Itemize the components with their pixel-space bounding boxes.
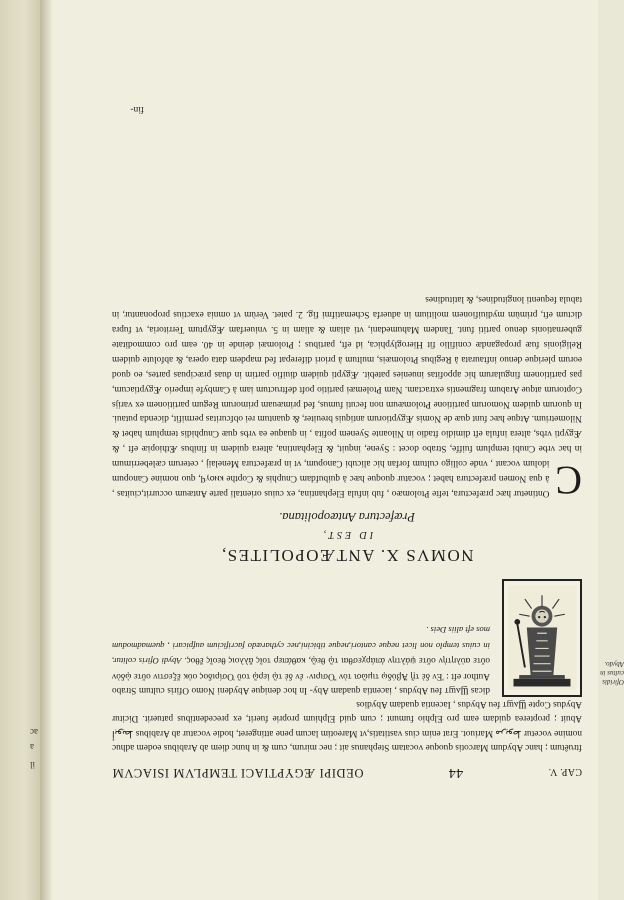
page-number: 44: [448, 765, 464, 780]
section-subtitle: Præfectura Antæopolitana.: [279, 510, 415, 524]
figure-row: [112, 575, 582, 697]
chapter-label: CAP. V.: [548, 766, 582, 777]
left-fragment-1: il: [30, 760, 36, 770]
figure-side-text: [112, 622, 490, 697]
paragraph-intro: ftruêtum ; hanc Abydum Marcotis quoque vocatam Stephanus ait ; nec mirum, cum & in hunc diem ab Arabibus eodem adhuc nomine vocetur مريوط Mariuot. Erat enim cius vastitatis,vt Mareotim lacum pene attingeret, hodie vocatur ab Arabibus أبويط Abuit ; propterea quidam eam pro Elphio fumunt ; cum quid Elphium proprie fuerit, ex precedentibus patuerit. Dicitur Abydus Copte Ϣⲁϣⲧ feu Abydus , Iacentia quadam Abydios: [112, 698, 582, 752]
marginal-note: Ofiridis cultus in Abydo.: [600, 660, 624, 686]
page-content-inverted: [92, 0, 624, 900]
left-fragment-3: ac: [30, 727, 38, 737]
body-text: Ontinetur hæc præfectura, tefte Ptolomæo , fub infula Elephantina, ex cuius orientali parte Antæum occurrit,ciuitas , à qua Nomen præfectura habet ; vocatur quoque hæc à quibufdam Cnuphis & Copthe ⲕⲛⲟⲩϥ, quo nomine Canopum idolum vocant , vnde colligo cultum forfan hic alicubi Canopum, vt in præfectura Menelaij , ceterum cæleberrimum in hac vrbe Cnubi templum fuiffe, Strabo docet : Syene, inquit, & Elephantina, altera quidem in finibus Æthiopiæ eft , & Ægypti vrbs, altera infula eft dimidio ftadio in Niloante Syenem pofita , in quaque ea vrbs quæ Cnuphidis templum habet & Nilometrium. Atque hæc funt quæ de Nomis Ægyptiorum antiquis breuiter, & quantum rei obfcuritas permifit, dicenda putaui. In quorum quidem Nomorum partitione Ptolomæum non fecuti fumus, fed primæuam primorum Regum partitionem ex varijs Coptorum atque Arabum fragmentis extractam. Nam Ptolemæi partitio poft deftructum iam à Cambyfe imperio Ægyptiacum, pas partitionem fingularum hic appofitas inuenies patebit. Ægypti quidem diuifio partim in duas præcipuas partes, eo quod eorum plerique denuo inftaurata à Regibus Ptolomæis, multum à priori diferepat fed mapdem data opera, & abfolute quidem Religionis fuæ propagandæ conifilio fit Hieroglyphica, id eft, partibus ; Ptolomæi deinde in 40. eam pro commoditate gubernationis denuo partiti funt. Tandem Mahumedani, vti aliam & aliam in 5. vniuerfam Ægyptum Territoria, vt fupra dictum eft, primùm mydiuifionem molitium in aduerfa Schematifmi fig. 2. patet. Verùm vt omnia exactius proponantur, in tabula fequenti longitudines, & latitudines: [112, 294, 582, 498]
figure-side-greek: Ἐν δὲ τῇ Ἀβύδῳ τιμῶσι τὸν Ὄσιριν· ἐν δὲ τῷ ἱερῷ τοῦ Ὀσίριδος οὐκ ἔξεστιν οὔτε ᾠδὸν οὔτε αὐλητὴν οὔτε ψάλτην ἀπάρχεσθαι τῷ θεῷ, καθάπερ τοῖς ἄλλοις θεοῖς ἔθος.: [111, 655, 490, 681]
osiris-figure-icon: [504, 581, 580, 695]
left-page-edge: [0, 0, 41, 900]
section-idest: ID EST,: [320, 529, 374, 540]
section-heading: NOMVS X. ANTÆOPOLITES,: [220, 546, 474, 565]
running-header: [112, 758, 582, 780]
running-title: OEDIPI ÆGYPTIACI TEMPLVM ISIACVM: [112, 766, 364, 780]
body-paragraph: [112, 291, 582, 503]
figure-side-latin-italic: Abydi Ofiris colitur, in cuius templo non licet neque cantori,neque tibicini,nec cytharædo facrificium aufpicari , quemadmodum mos eft aliis Deis .: [112, 625, 490, 667]
drop-cap: C: [555, 458, 582, 503]
book-page: [52, 0, 624, 900]
book-gutter: [40, 0, 52, 900]
catchword: fin-: [130, 104, 144, 114]
figure-side-latin: dicas Ϣⲁϣⲧ feu Abydus , iacentia quadam Aby- In hoc denique Abydeni Nomo Ofiris cultum Strabo Author eft :: [112, 670, 490, 695]
woodcut-figure: [502, 579, 582, 697]
left-fragment-2: a: [30, 742, 34, 752]
